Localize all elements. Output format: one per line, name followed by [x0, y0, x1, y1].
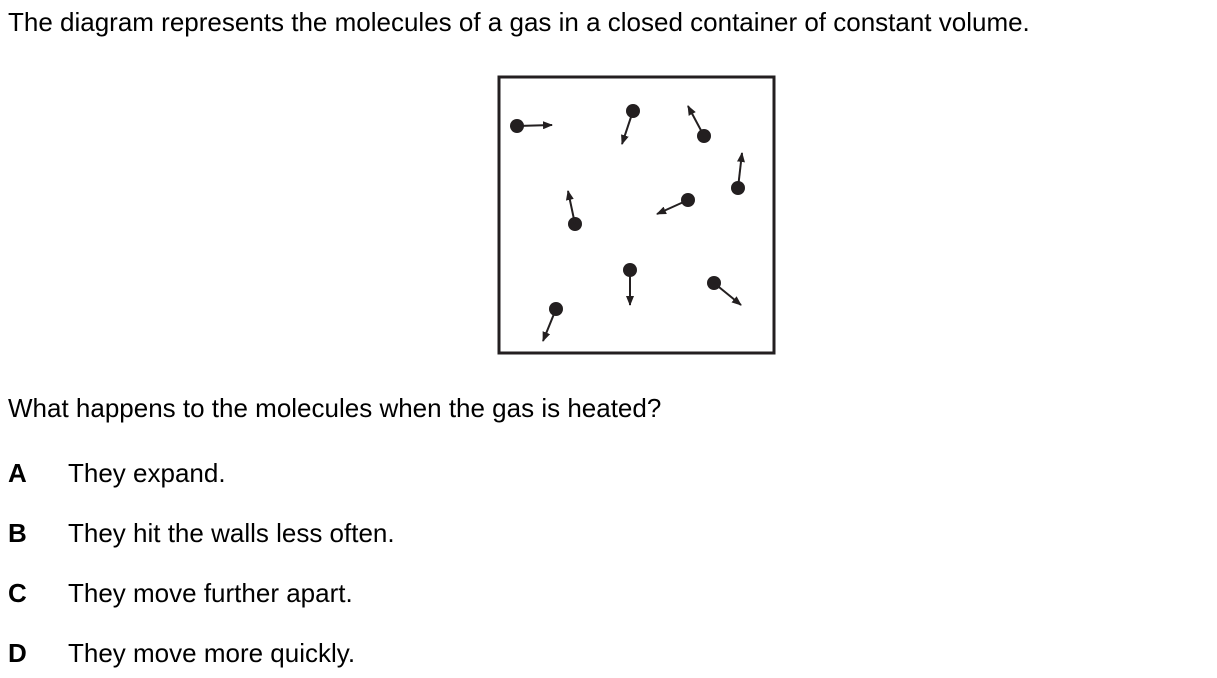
molecule: [622, 104, 640, 144]
option-letter: B: [8, 518, 27, 548]
gas-container-diagram: [497, 75, 776, 355]
molecule: [688, 106, 711, 143]
molecule: [568, 191, 582, 231]
molecule: [510, 119, 552, 133]
option-text: They move further apart.: [68, 578, 353, 608]
intro-text: The diagram represents the molecules of a gas in a closed container of constant volume.: [8, 7, 1030, 37]
molecule: [731, 153, 745, 195]
container-box: [499, 77, 774, 353]
option-letter: A: [8, 458, 27, 488]
option-letter: C: [8, 578, 27, 608]
molecule: [707, 276, 741, 305]
option-text: They hit the walls less often.: [68, 518, 395, 548]
option-text: They expand.: [68, 458, 226, 488]
question-text: What happens to the molecules when the gas is heated?: [8, 393, 662, 423]
molecule: [623, 263, 637, 305]
option-text: They move more quickly.: [68, 638, 356, 668]
molecule: [543, 302, 563, 341]
molecule: [657, 193, 695, 214]
option-letter: D: [8, 638, 27, 668]
